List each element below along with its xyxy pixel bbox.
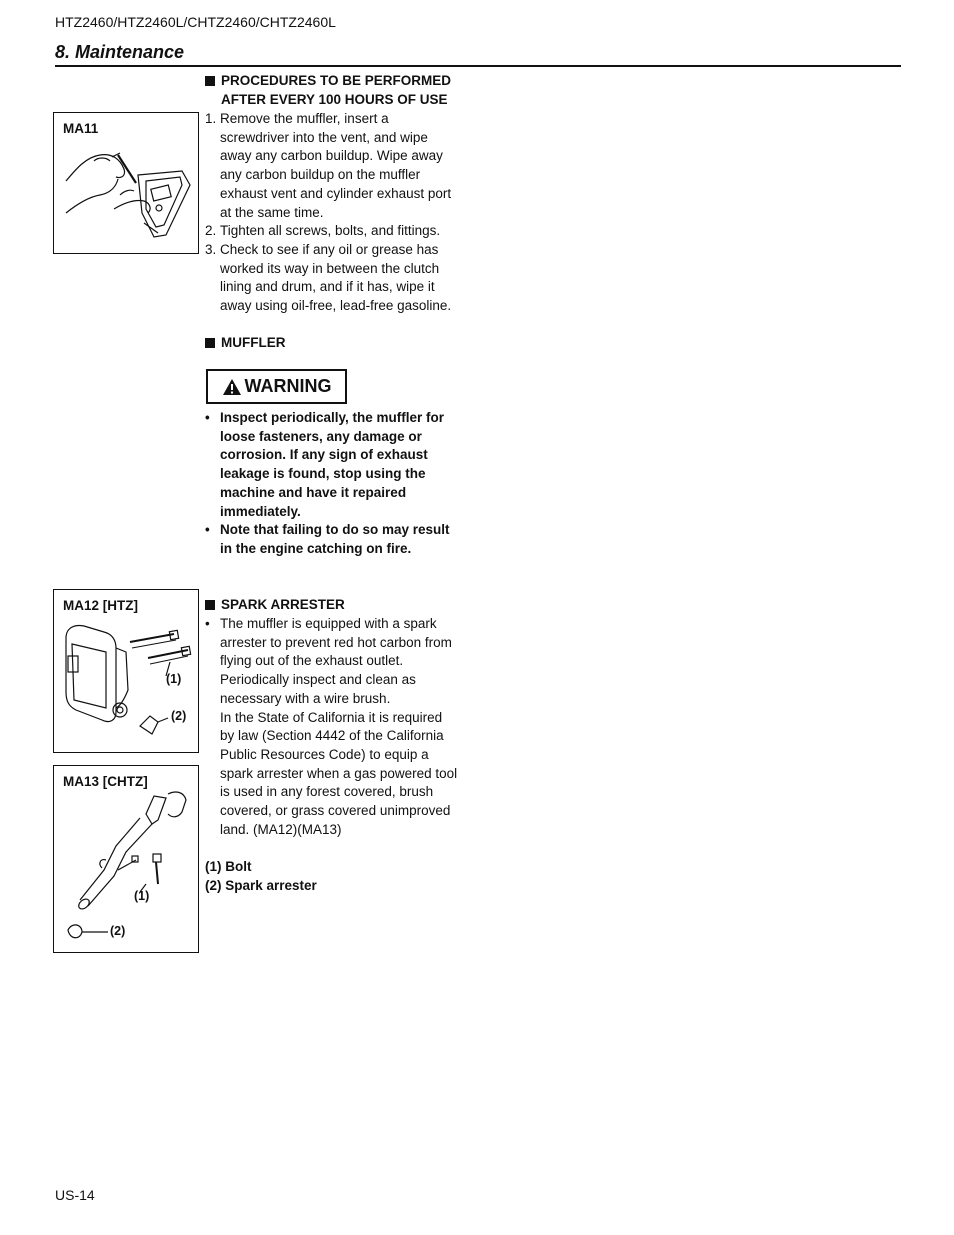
warning-triangle-icon bbox=[222, 378, 242, 396]
model-numbers: HTZ2460/HTZ2460L/CHTZ2460/CHTZ2460L bbox=[55, 14, 336, 30]
item-line: screwdriver into the vent, and wipe bbox=[220, 129, 428, 145]
spark-arrester-heading bbox=[205, 596, 345, 615]
item-number: 2. bbox=[205, 223, 217, 239]
item-line: away any carbon buildup. Wipe away bbox=[220, 148, 443, 164]
parts-legend bbox=[205, 858, 317, 895]
item-line: lining and drum, and if it has, wipe it bbox=[220, 279, 435, 295]
item-line: worked its way in between the clutch bbox=[220, 260, 440, 276]
title-rule bbox=[55, 65, 901, 67]
figure-ma13 bbox=[53, 765, 199, 953]
figure-ma12 bbox=[53, 589, 199, 753]
item-line: Check to see if any oil or grease has bbox=[220, 241, 439, 257]
list-item bbox=[205, 521, 475, 558]
figure-label: MA11 bbox=[63, 121, 99, 136]
item-line: Inspect periodically, the muffler for bbox=[220, 410, 445, 425]
item-line: Tighten all screws, bolts, and fittings. bbox=[220, 223, 441, 239]
item-line: exhaust vent and cylinder exhaust port bbox=[220, 185, 452, 201]
section-title: 8. Maintenance bbox=[55, 42, 185, 62]
muffler-cleaning-illustration bbox=[54, 113, 198, 253]
legend-item: (1) Bolt bbox=[205, 859, 252, 874]
figure-ma11 bbox=[53, 112, 199, 254]
item-line: Note that failing to do so may result bbox=[220, 522, 450, 538]
item-line: corrosion. If any sign of exhaust bbox=[220, 447, 428, 463]
text-line: by law (Section 4442 of the California bbox=[220, 728, 444, 744]
text-line: Periodically inspect and clean as bbox=[220, 672, 416, 688]
square-bullet-icon bbox=[205, 76, 215, 86]
item-line: loose fasteners, any damage or bbox=[220, 428, 422, 444]
text-line: Public Resources Code) to equip a bbox=[220, 746, 429, 762]
text-line: arrester to prevent red hot carbon from bbox=[220, 634, 452, 650]
figure-label: MA12 [HTZ] bbox=[63, 598, 138, 613]
square-bullet-icon bbox=[205, 338, 215, 348]
figure-label: MA13 [CHTZ] bbox=[63, 774, 148, 789]
page-number: US-14 bbox=[55, 1187, 95, 1203]
square-bullet-icon bbox=[205, 600, 215, 610]
item-line: at the same time. bbox=[220, 204, 324, 220]
warning-label: WARNING bbox=[244, 376, 332, 396]
item-line: any carbon buildup on the muffler bbox=[220, 167, 421, 183]
procedures-heading bbox=[205, 72, 451, 109]
callout-label: (2) bbox=[110, 924, 126, 938]
procedures-heading-line: AFTER EVERY 100 HOURS OF USE bbox=[221, 91, 448, 107]
spark-arrester-text bbox=[205, 615, 480, 839]
item-line: in the engine catching on fire. bbox=[220, 540, 412, 556]
item-line: immediately. bbox=[220, 503, 301, 519]
bullet: • bbox=[205, 616, 210, 631]
text-line: is used in any forest covered, brush bbox=[220, 784, 434, 800]
muffler-assembly-illustration bbox=[54, 590, 198, 752]
legend-item: (2) Spark arrester bbox=[205, 877, 317, 893]
list-item bbox=[205, 241, 475, 316]
callout-label: (1) bbox=[166, 672, 182, 686]
warning-box bbox=[206, 369, 347, 404]
item-number: 3. bbox=[205, 241, 217, 257]
muffler-heading-text: MUFFLER bbox=[221, 335, 286, 350]
text-line: land. (MA12)(MA13) bbox=[220, 821, 342, 837]
spark-heading-text: SPARK ARRESTER bbox=[221, 597, 345, 612]
callout-label: (1) bbox=[134, 889, 150, 903]
text-line: In the State of California it is required bbox=[220, 709, 443, 725]
item-line: Remove the muffler, insert a bbox=[220, 111, 389, 126]
bullet: • bbox=[205, 522, 210, 538]
text-line: necessary with a wire brush. bbox=[220, 690, 391, 706]
procedures-heading-line: PROCEDURES TO BE PERFORMED bbox=[221, 73, 452, 88]
item-line: machine and have it repaired bbox=[220, 484, 407, 500]
text-line: flying out of the exhaust outlet. bbox=[220, 653, 404, 669]
list-item bbox=[205, 110, 475, 222]
callout-label: (2) bbox=[171, 709, 187, 723]
list-item bbox=[205, 222, 475, 241]
muffler-warning-list bbox=[205, 409, 475, 559]
list-item bbox=[205, 409, 475, 521]
text-line: covered, or grass covered unimproved bbox=[220, 803, 451, 819]
item-line: leakage is found, stop using the bbox=[220, 466, 426, 482]
exhaust-pipe-illustration bbox=[54, 766, 198, 952]
text-line: The muffler is equipped with a spark bbox=[220, 616, 437, 631]
muffler-heading bbox=[205, 334, 286, 353]
item-number: 1. bbox=[205, 111, 217, 126]
procedures-list bbox=[205, 110, 475, 316]
item-line: away using oil-free, lead-free gasoline. bbox=[220, 298, 452, 314]
text-line: spark arrester when a gas powered tool bbox=[220, 765, 458, 781]
bullet: • bbox=[205, 410, 210, 425]
